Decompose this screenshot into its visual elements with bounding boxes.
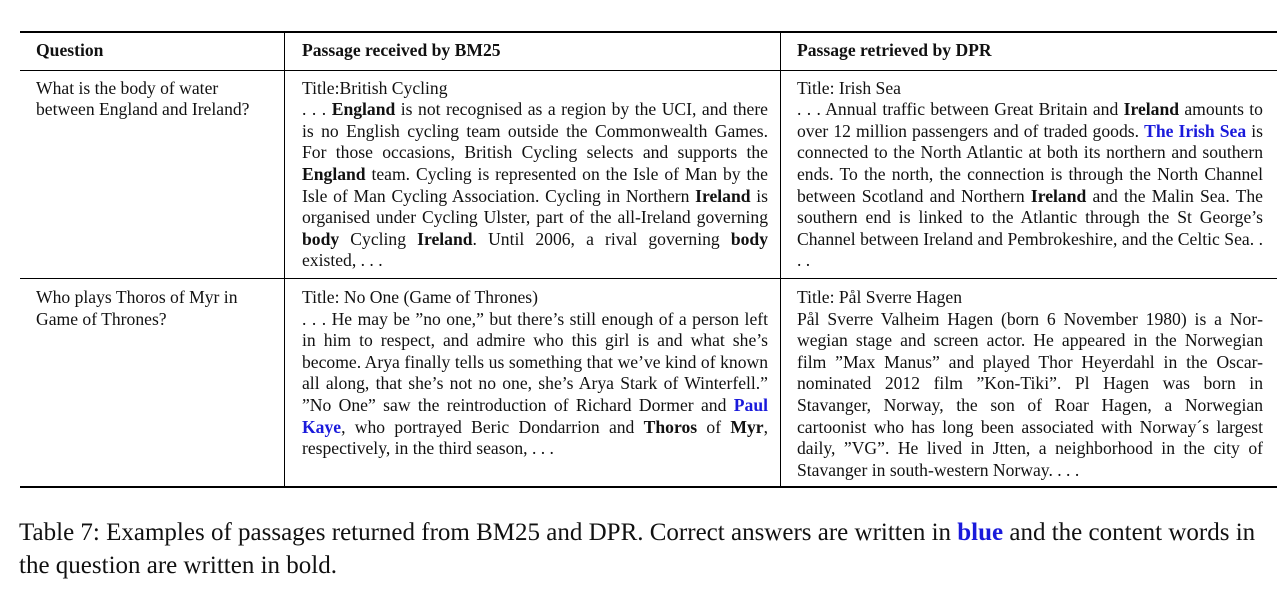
passage-fragment: Pål Sverre Valheim Hagen (born 6 November 1980) is a Norwegian stage and screen actor. He appeared in the Norwegian film ”Max Manus” and played Thor Heyerdahl in the Oscar-nominated 2012 film ”Kon-Tiki”. Pl Hagen was born in Stavanger, Norway, the son of Roar Hagen, a Norwegian cartoonist who has long been associated with Norway´s largest daily, ”VG”. He lived in Jtten, a neighborhood in the city of Stavanger in south-western Norway. . . .	[797, 308, 1263, 480]
dpr-passage-title: Title: Irish Sea	[797, 77, 901, 98]
header-bm25: Passage received by BM25	[284, 33, 780, 70]
dpr-passage-title: Title: Pål Sverre Hagen	[797, 286, 963, 307]
content-word-bold: England	[302, 163, 366, 184]
dpr-passage-cell	[780, 71, 1277, 278]
passage-fragment: is connected to the North Atlantic at both its northern and southern ends. To the north, the connection is through the North Channel between Scotland and Northern	[797, 120, 1263, 206]
content-word-bold: Ireland	[417, 228, 473, 249]
caption-prefix: Table 7: Examples of passages returned from BM25 and DPR. Correct answers are written in	[19, 519, 958, 546]
content-word-bold: Ireland	[695, 185, 751, 206]
answer-highlight: Paul Kaye	[302, 394, 768, 437]
passage-fragment: . . . Annual traffic between Great Britain and	[797, 99, 1124, 120]
dpr-passage-text	[797, 99, 1263, 272]
content-word-bold: England	[331, 99, 396, 120]
dpr-passage-cell	[780, 279, 1277, 486]
table-row	[20, 279, 1277, 486]
header-question: Question	[36, 40, 104, 60]
passage-fragment: . . .	[302, 99, 332, 120]
passage-fragment: amounts to over 12 million passengers and of traded goods.	[797, 99, 1263, 141]
content-word-bold: Myr	[730, 416, 764, 437]
header-dpr: Passage retrieved by DPR	[780, 33, 1277, 70]
content-word-bold: Thoros	[643, 416, 698, 437]
passage-fragment: , respectively, in the third season, . . .	[302, 416, 769, 459]
passage-fragment: Cycling	[339, 228, 418, 249]
bm25-passage-title: Title: No One (Game of Thrones)	[302, 286, 539, 307]
passage-fragment: team. Cycling is represented on the Isle of Man by the Isle of Man Cycling Association. Cycling in Northern	[302, 163, 768, 206]
results-table	[20, 31, 1277, 488]
dpr-passage-text	[797, 309, 1263, 482]
caption-suffix: and the content words in the question are written in bold.	[19, 519, 1256, 579]
content-word-bold: body	[730, 228, 768, 249]
content-word-bold: Ireland	[1030, 185, 1087, 206]
table-header-row	[20, 33, 1277, 70]
content-word-bold: Ireland	[1123, 99, 1180, 120]
question-cell: What is the body of water between England and Ireland?	[36, 77, 250, 120]
table-row	[20, 71, 1277, 278]
table-caption	[19, 516, 1259, 582]
passage-fragment: . . . He may be ”no one,” but there’s still enough of a person left in him to respect, and admire who this girl is and what she’s become. Arya finally tells us something that we’ve kind of known all along, that she’s not no one, she’s Arya Stark of Winterfell.” ”No One” saw the reintroduction of Richard Dormer and	[302, 308, 768, 415]
passage-fragment: existed, . . .	[302, 250, 383, 271]
question-cell: Who plays Thoros of Myr in Game of Thrones?	[36, 286, 238, 329]
table-bottom-rule	[20, 486, 1277, 488]
passage-fragment: is organised under Cycling Ulster, part of the all-Ireland governing	[302, 185, 768, 228]
caption-blue-word: blue	[957, 519, 1004, 546]
passage-fragment: and the Malin Sea. The southern end is linked to the Atlantic through the St George’s Channel between Ireland and Pembrokeshire, and the Celtic Sea. . . .	[797, 185, 1263, 271]
bm25-passage-cell	[284, 279, 780, 486]
bm25-passage-text	[302, 309, 768, 460]
content-word-bold: body	[302, 228, 340, 249]
bm25-passage-cell	[284, 71, 780, 278]
passage-fragment: of	[697, 416, 731, 437]
answer-highlight: The Irish Sea	[1144, 120, 1247, 141]
passage-fragment: . Until 2006, a rival governing	[472, 228, 731, 249]
passage-fragment: , who portrayed Beric Dondarrion and	[341, 416, 644, 437]
bm25-passage-title: Title:British Cycling	[302, 77, 448, 98]
passage-fragment: is not recognised as a region by the UCI, and there is no English cycling team outside the Commonwealth Games. For those occasions, British Cycling selects and supports the	[302, 99, 768, 163]
bm25-passage-text	[302, 99, 768, 272]
